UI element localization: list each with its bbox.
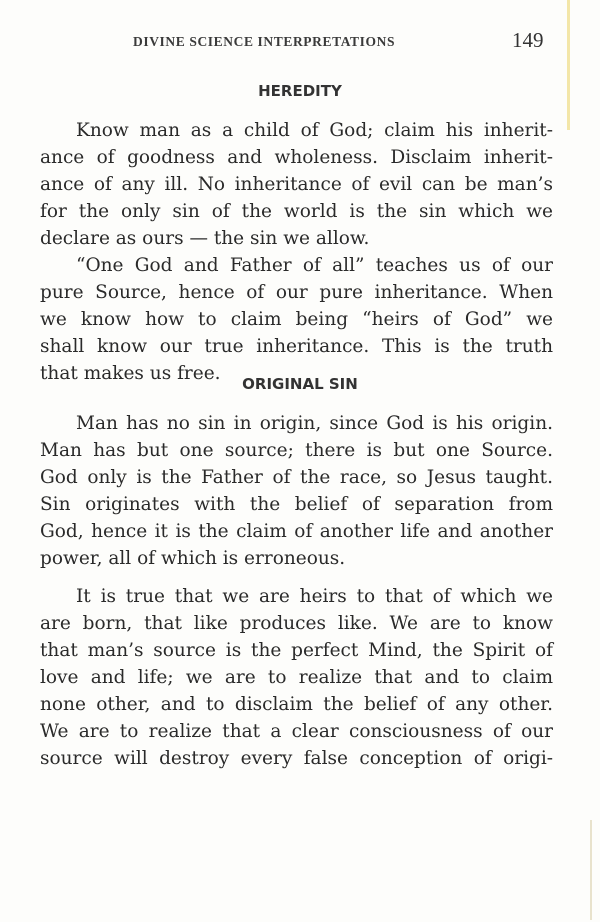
section-heading-heredity: HEREDITY (258, 82, 342, 100)
text-line: God only is the Father of the race, so Jesus taught. (40, 467, 553, 488)
text-line: pure Source, hence of our pure inheritance. When (40, 282, 553, 303)
text-line: Sin originates with the belief of separation from (40, 494, 553, 515)
text-line: ance of any ill. No inheritance of evil can be man’s (40, 174, 553, 195)
text-line: shall know our true inheritance. This is the truth (40, 336, 553, 357)
page-number: 149 (512, 28, 544, 52)
text-line: are born, that like produces like. We are to know (40, 613, 553, 634)
text-line: We are to realize that a clear consciousness of our (40, 721, 553, 742)
text-line: declare as ours — the sin we allow. (40, 228, 370, 249)
text-line: love and life; we are to realize that and to claim (40, 667, 553, 688)
paragraph (40, 583, 553, 772)
running-title: DIVINE SCIENCE INTERPRETATIONS (133, 34, 396, 49)
text-line: that makes us free. (40, 363, 221, 384)
paragraph (40, 410, 553, 572)
text-line: we know how to claim being “heirs of God” we (40, 309, 553, 330)
text-line: power, all of which is erroneous. (40, 548, 346, 569)
text-line: source will destroy every false conception of origi- (40, 748, 553, 769)
text-line: none other, and to disclaim the belief of any other. (40, 694, 553, 715)
text-line: Man has but one source; there is but one Source. (40, 440, 553, 461)
page-edge-mark (567, 0, 570, 130)
text-line: ance of goodness and wholeness. Disclaim inherit- (40, 147, 553, 168)
text-line: “One God and Father of all” teaches us of our (76, 255, 553, 276)
text-line: God, hence it is the claim of another life and another (40, 521, 553, 542)
text-line: for the only sin of the world is the sin which we (40, 201, 553, 222)
text-line: that man’s source is the perfect Mind, the Spirit of (40, 640, 553, 661)
section-heading-original-sin: ORIGINAL SIN (242, 375, 358, 393)
text-line: Know man as a child of God; claim his inherit- (76, 120, 553, 141)
page-edge-mark (590, 820, 592, 920)
paragraph (40, 252, 553, 387)
text-line: Man has no sin in origin, since God is his origin. (76, 413, 553, 434)
text-line: It is true that we are heirs to that of which we (76, 586, 553, 607)
paragraph (40, 117, 553, 252)
